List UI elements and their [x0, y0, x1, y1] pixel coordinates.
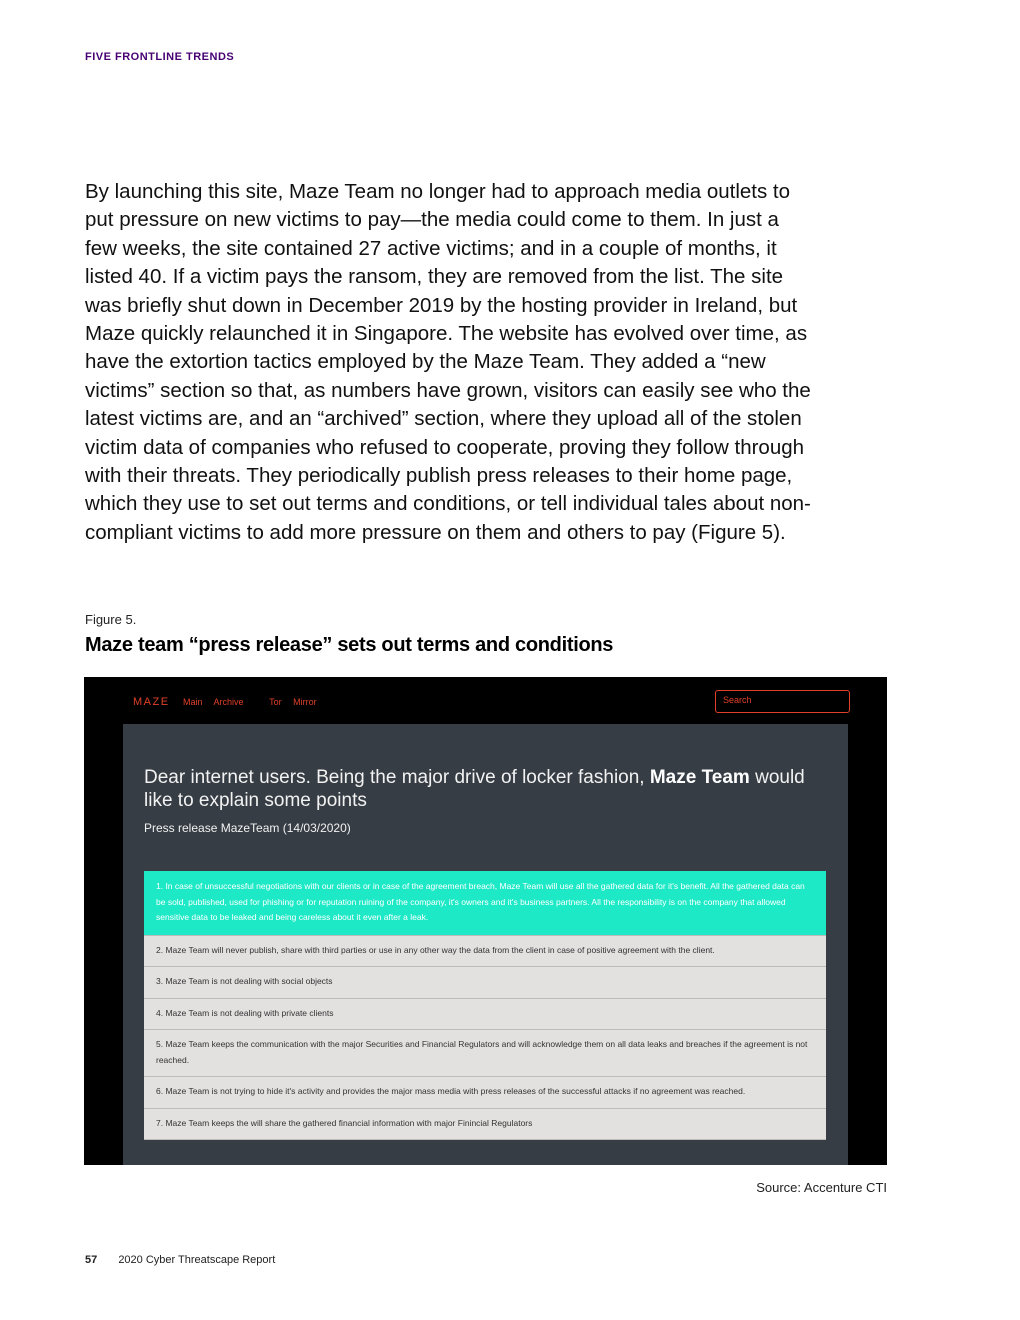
figure-source: Source: Accenture CTI: [756, 1180, 887, 1195]
nav-archive-link[interactable]: Archive: [213, 697, 244, 707]
report-title: 2020 Cyber Threatscape Report: [118, 1254, 276, 1266]
list-item[interactable]: 5. Maze Team keeps the communication with the major Securities and Financial Regulators and will acknowledge them on all data leaks and breaches if the agreement is not reached.: [144, 1030, 826, 1077]
figure-title: Maze team “press release” sets out terms and conditions: [85, 634, 614, 656]
headline-bold: Maze Team: [649, 767, 750, 788]
page-footer: [85, 1254, 275, 1266]
list-item[interactable]: 3. Maze Team is not dealing with social objects: [144, 967, 826, 999]
headline-text-start: Dear internet users. Being the major drive of locker fashion,: [144, 767, 650, 788]
nav-links: [183, 697, 326, 707]
nav-main-link[interactable]: Main: [183, 697, 203, 707]
list-item[interactable]: 6. Maze Team is not trying to hide it's activity and provides the major mass media with press releases of the successful attacks if no agreement was reached.: [144, 1077, 826, 1109]
figure-label: Figure 5.: [85, 612, 137, 627]
maze-logo[interactable]: MAZE: [133, 696, 170, 708]
press-release-date: Press release MazeTeam (14/03/2020): [144, 821, 351, 835]
nav-tor-link[interactable]: Tor: [269, 697, 282, 707]
site-nav-bar: [84, 677, 887, 723]
points-list: [144, 871, 826, 1140]
search-input[interactable]: Search: [715, 690, 850, 713]
press-release-headline: [144, 766, 834, 812]
nav-mirror-link[interactable]: Mirror: [293, 697, 317, 707]
list-item[interactable]: 4. Maze Team is not dealing with private clients: [144, 999, 826, 1031]
body-paragraph: By launching this site, Maze Team no longer had to approach media outlets to put pressure on new victims to pay—the media could come to them. In just a few weeks, the site contained 27 active victims; and in a couple of months, it listed 40. If a victim pays the ransom, they are removed from the list. The site was briefly shut down in December 2019 by the hosting provider in Ireland, but Maze quickly relaunched it in Singapore. The website has evolved over time, as have the extortion tactics employed by the Maze Team. They added a “new victims” section so that, as numbers have grown, visitors can easily see who the latest victims are, and an “archived” section, where they upload all of the stolen victim data of companies who refused to cooperate, proving they follow through with their threats. They periodically publish press releases to their home page, which they use to set out terms and conditions, or tell individual tales about non-compliant victims to add more pressure on them and others to pay (Figure 5).: [85, 180, 811, 544]
page-number: 57: [85, 1254, 98, 1266]
section-tag: FIVE FRONTLINE TRENDS: [85, 51, 235, 63]
list-item[interactable]: 1. In case of unsuccessful negotiations with our clients or in case of the agreement breach, Maze Team will use all the gathered data for it's benefit. All the gathered data can be sold, published, used for phishing or for reputation ruining of the company, it's owners and it's business partners. All the responsibility is on the company that allowed sensitive data to be leaked and being careless about it even after a leak.: [144, 871, 826, 936]
list-item[interactable]: 2. Maze Team will never publish, share with third parties or use in any other way the data from the client in case of positive agreement with the client.: [144, 936, 826, 968]
maze-site-screenshot: [84, 677, 887, 1165]
headline-text-end: would like to explain some points: [144, 767, 805, 811]
press-release-panel: [123, 724, 848, 1165]
list-item[interactable]: 7. Maze Team keeps the will share the gathered financial information with major Finincial Regulators: [144, 1109, 826, 1141]
